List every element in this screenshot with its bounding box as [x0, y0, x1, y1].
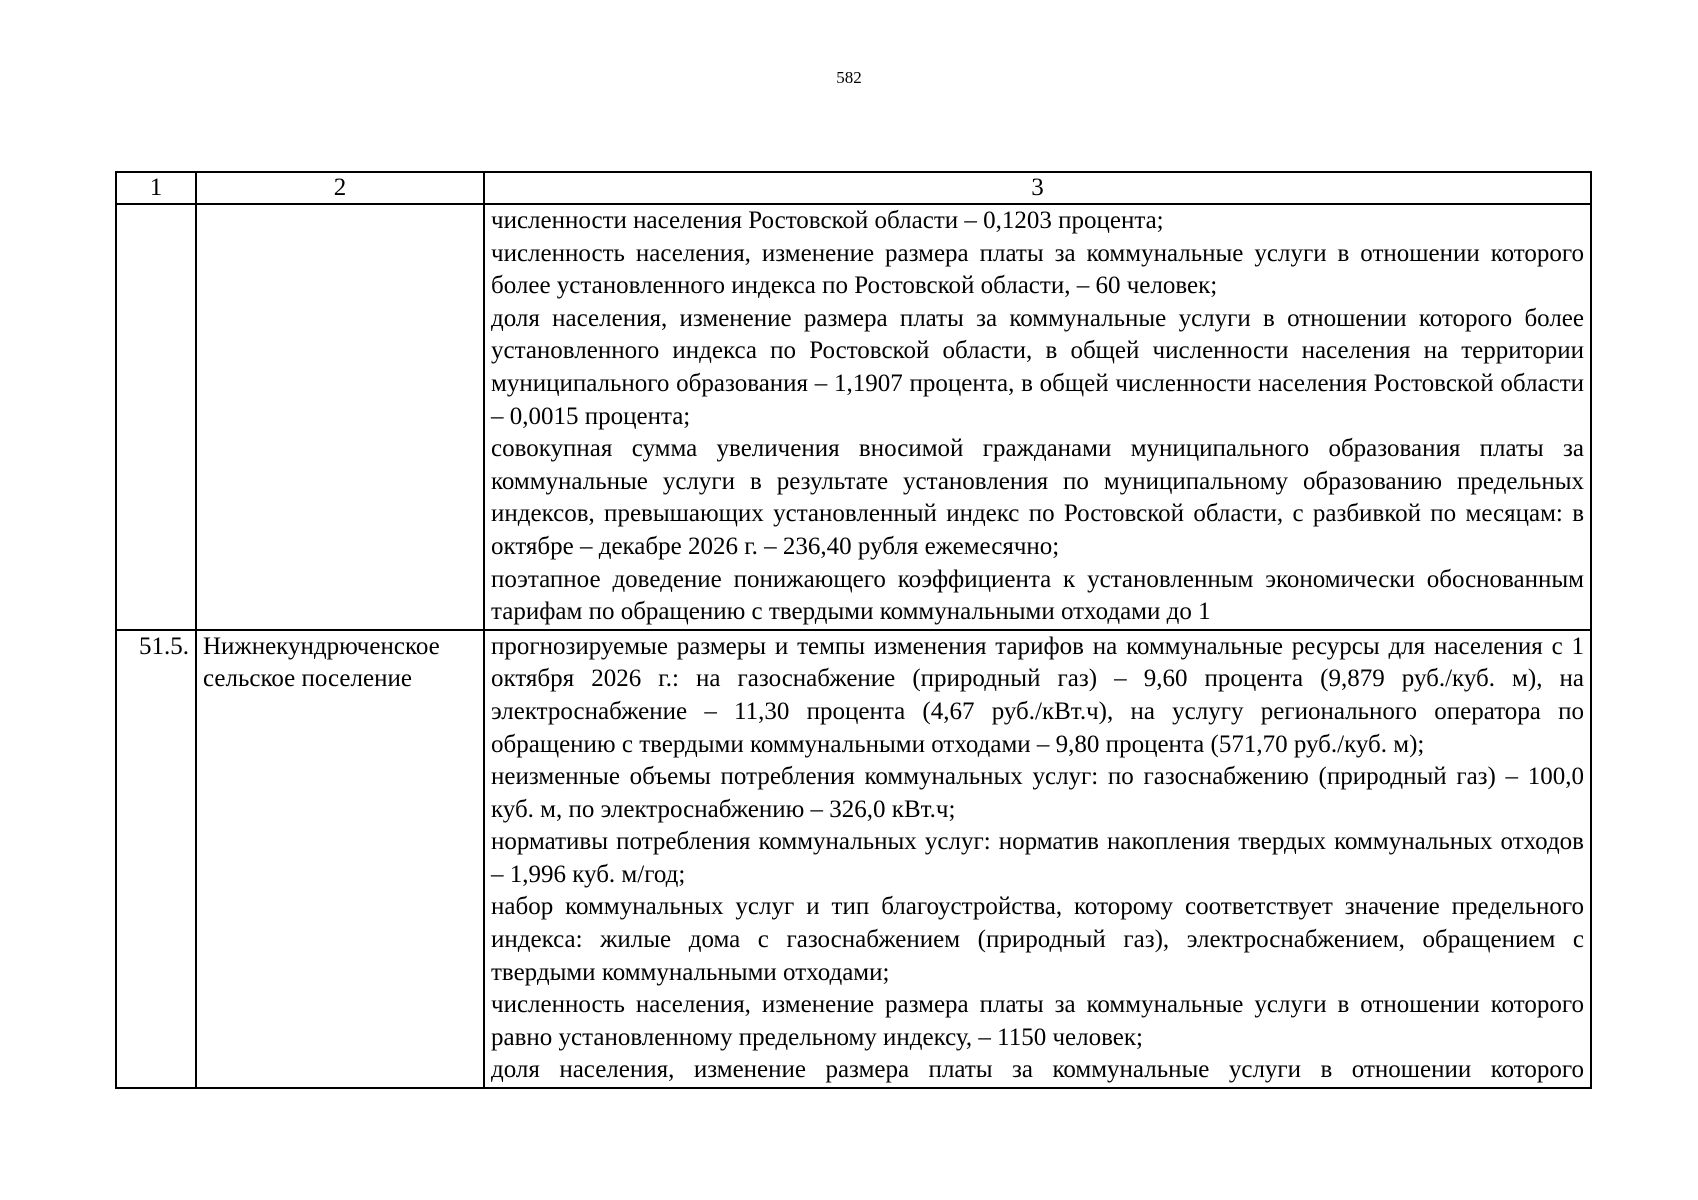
paragraph: поэтапное доведение понижающего коэффициента к установленным экономически обоснованным тарифам по обращению с твердыми коммунальными отходами до 1: [491, 565, 1584, 626]
paragraph: прогнозируемые размеры и темпы изменения тарифов на коммунальные ресурсы для населения с 1 октября 2026 г.: на газоснабжение (природный газ) – 9,60 процента (9,879 руб./куб. м), на электроснабжение – 11,30 процента (4,67 руб./кВт.ч), на услугу регионального оператора по обращению с твердыми коммунальными отходами – 9,80 процента (571,70 руб./куб. м);: [491, 632, 1584, 758]
row-text-cell: [484, 204, 1591, 630]
column-header-3: 3: [484, 172, 1591, 204]
paragraph: доля населения, изменение размера платы за коммунальные услуги в отношении которого более установленного индекса по Ростовской области, в общей численности населения на территории муниципального образования – 1,1907 процента, в общей численности населения Ростовской области – 0,0015 процента;: [491, 304, 1584, 430]
paragraph: доля населения, изменение размера платы за коммунальные услуги в отношении которого: [491, 1056, 1584, 1084]
paragraph: численности населения Ростовской области – 0,1203 процента;: [491, 207, 1164, 234]
table-row: [116, 630, 1591, 1088]
row-name-cell: Нижнекундрюченское сельское поселение: [196, 630, 484, 1088]
paragraph: численность населения, изменение размера платы за коммунальные услуги в отношении которого равно установленному предельному индексу, – 1150 человек;: [491, 991, 1584, 1051]
row-text-cell: [484, 630, 1591, 1088]
column-header-2: 2: [196, 172, 484, 204]
data-table: [115, 171, 1592, 1089]
paragraph: неизменные объемы потребления коммунальных услуг: по газоснабжению (природный газ) – 100,0 куб. м, по электроснабжению – 326,0 кВт.ч;: [491, 763, 1584, 823]
column-header-1: 1: [116, 172, 196, 204]
paragraph: набор коммунальных услуг и тип благоустройства, которому соответствует значение предельного индекса: жилые дома с газоснабжением (природный газ), электроснабжением, обращением с твердыми коммунальными отходами;: [491, 893, 1584, 986]
paragraph: нормативы потребления коммунальных услуг: норматив накопления твердых коммунальных отходов – 1,996 куб. м/год;: [491, 828, 1584, 888]
row-number-cell: 51.5.: [116, 630, 196, 1088]
page-number: 582: [836, 68, 862, 87]
table-row: [116, 204, 1591, 630]
table-header-row: [116, 172, 1591, 204]
row-number-cell: [116, 204, 196, 630]
row-name-cell: [196, 204, 484, 630]
paragraph: численность населения, изменение размера платы за коммунальные услуги в отношении которого более установленного индекса по Ростовской области, – 60 человек;: [491, 239, 1584, 300]
paragraph: совокупная сумма увеличения вносимой гражданами муниципального образования платы за коммунальные услуги в результате установления по муниципальному образованию предельных индексов, превышающих установленный индекс по Ростовской области, с разбивкой по месяцам: в октябре – декабре 2026 г. – 236,40 рубля ежемесячно;: [491, 435, 1584, 560]
